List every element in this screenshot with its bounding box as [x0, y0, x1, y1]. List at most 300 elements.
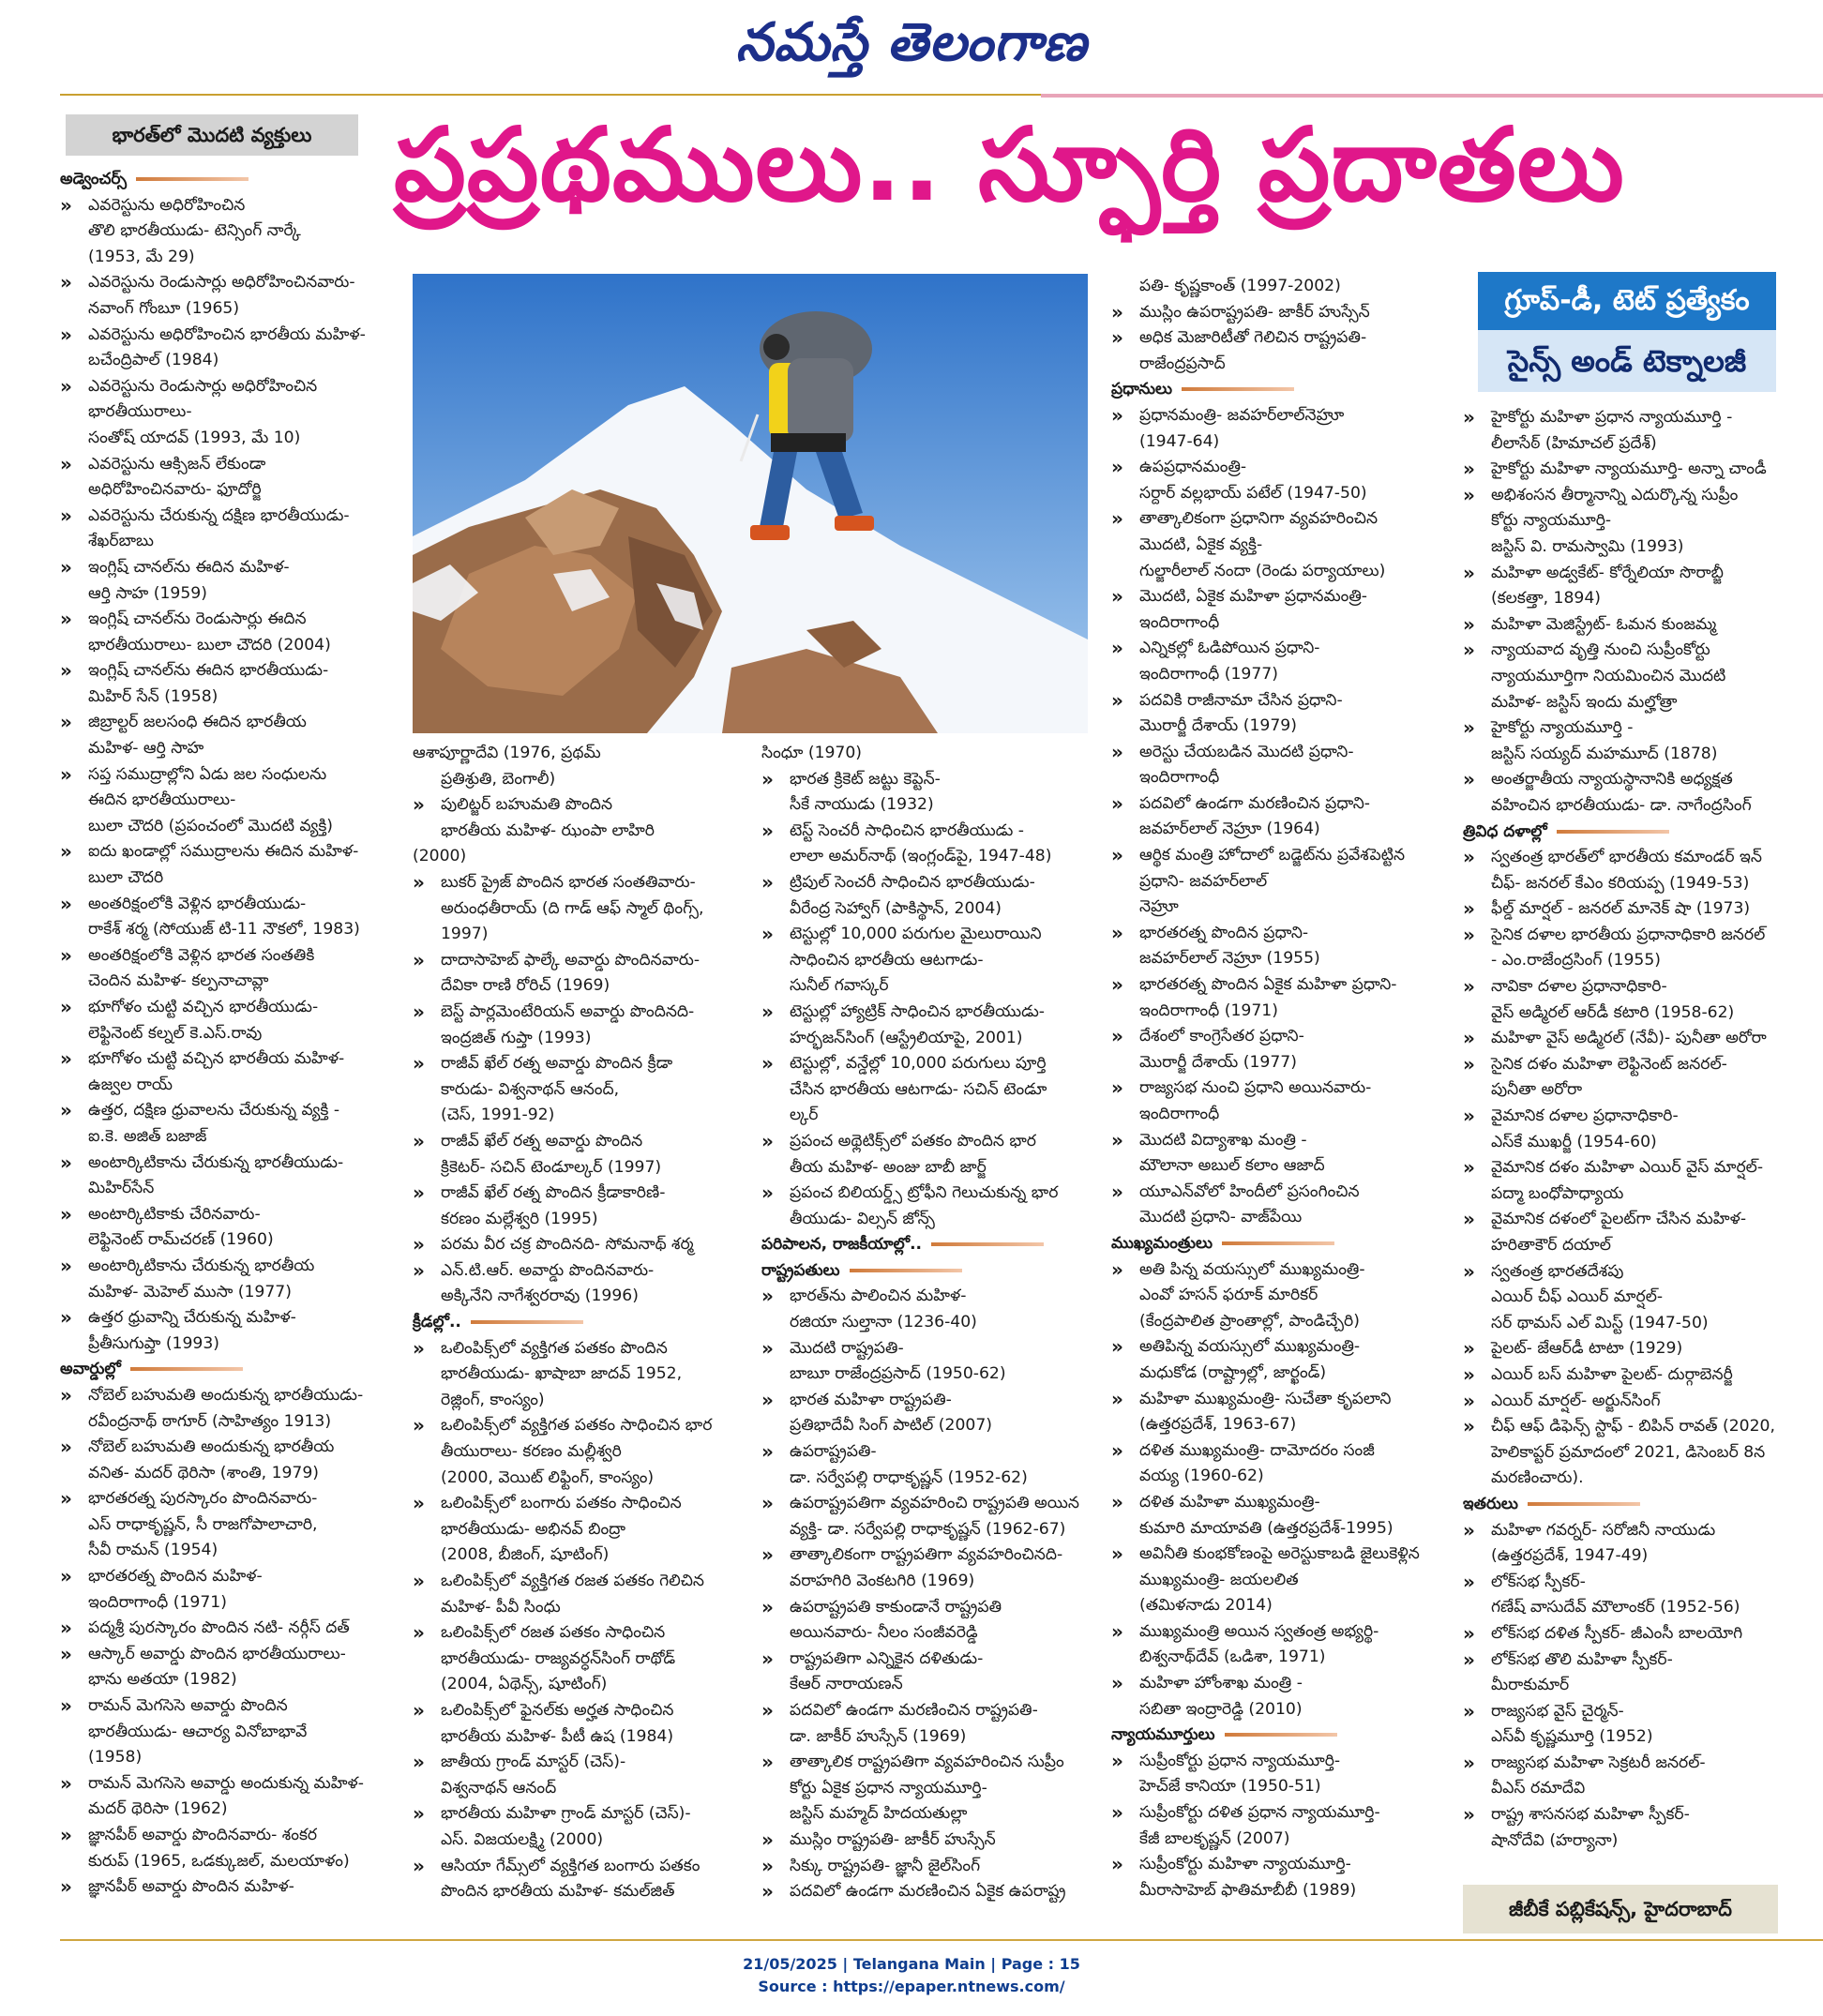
list-item-continuation: విశ్వనాథన్‌ ఆనంద్‌ — [441, 1778, 557, 1798]
list-item-continuation: భారతీయుడు- ఖాషాబా జాదవ్‌ 1952, — [441, 1364, 683, 1384]
list-item-continuation: గణేష్‌ వాసుదేవ్‌ మౌలాంకర్‌ (1952-56) — [1491, 1598, 1740, 1617]
list-item: » లోక్‌సభ తొలి మహిళా స్పీకర్‌- — [1463, 1647, 1791, 1674]
list-item-continuation: లాలా అమర్‌నాథ్‌ (ఇంగ్లండ్‌పై, 1947-48) — [790, 847, 1052, 866]
list-item: » రాష్ట్రపతిగా ఎన్నికైన దళితుడు- — [761, 1647, 1090, 1673]
section-heading — [60, 1357, 379, 1383]
list-item-continuation: జస్టిస్‌ వి. రామస్వామి (1993) — [1491, 536, 1684, 556]
list-item-continuation: ఇందిరాగాంధీ (1977) — [1139, 664, 1278, 684]
list-item: » లోక్‌సభ దళిత స్పీకర్‌- జీఎంసీ బాలయోగి — [1463, 1621, 1791, 1647]
footer-date-line: 21/05/2025 | Telangana Main | Page : 15 — [743, 1955, 1080, 1973]
list-item-continuation: మిహిర్‌సేన్‌ — [88, 1179, 155, 1198]
list-item: » ముస్లిం రాష్ట్రపతి- జాకీర్‌ హుస్సేన్‌ — [761, 1828, 1090, 1854]
list-item: » రామన్‌ మెగసెసె అవార్డు అందుకున్న మహిళ- — [60, 1771, 379, 1798]
section-heading-label: క్రీడల్లో.. — [413, 1313, 461, 1332]
publisher-credit: జీబీకే పబ్లికేషన్స్‌, హైదరాబాద్‌ — [1463, 1885, 1778, 1933]
list-item-continuation: మిహిర్‌ సేన్‌ (1958) — [88, 686, 218, 706]
list-item-continuation: మహిళ- మెహెల్‌ ముసా (1977) — [88, 1282, 292, 1301]
list-item: » అంటార్కిటికాకు చేరినవారు- — [60, 1202, 379, 1228]
list-item-continuation: లీలాసేఠ్‌ (హిమాచల్‌ ప్రదేశ్‌) — [1491, 433, 1657, 453]
list-item-continuation: మొరార్జీ దేశాయ్‌ (1977) — [1139, 1052, 1297, 1072]
list-item-continuation: అరుంధతీరాయ్‌ (ది గాడ్‌ ఆఫ్‌ స్మాల్‌ థింగ్స్‌, — [441, 898, 704, 918]
list-item: » టెస్టుల్లో హ్యాట్రిక్‌ సాధించిన భారతీయుడు- — [761, 1000, 1090, 1026]
section-heading-label: న్యాయమూర్తులు — [1111, 1725, 1215, 1745]
top-rule-accent — [1041, 94, 1823, 98]
newspaper-logo: నమస్తే తెలంగాణ — [735, 11, 1088, 73]
list-item: » ఇంగ్లిష్‌ చానల్‌ను రెండుసార్లు ఈదిన — [60, 607, 379, 633]
list-item-continuation: వ్యక్తి- డా. సర్వేపల్లి రాధాకృష్ణన్‌ (1962-67) — [790, 1519, 1066, 1539]
group-box-title: గ్రూప్‌-డీ, టెట్‌ ప్రత్యేకం — [1478, 272, 1776, 330]
list-item-continuation: హరితాకౌర్‌ దయాల్‌ — [1491, 1236, 1611, 1255]
list-item: » తాత్కాలికంగా రాష్ట్రపతిగా వ్యవహరించినది- — [761, 1542, 1090, 1569]
list-item: » ఎవరెస్టును అధిరోహించిన — [60, 193, 379, 219]
list-item-continuation: ఇందిరాగాంధీ — [1139, 1105, 1220, 1123]
section-heading — [60, 167, 379, 193]
list-item: » పరమ వీర చక్ర పొందినది- సోమనాథ్‌ శర్మ — [413, 1232, 741, 1258]
list-item: » హైకోర్టు మహిళా న్యాయమూర్తి- అన్నా చాండీ — [1463, 457, 1791, 483]
section-heading — [761, 1232, 1090, 1258]
list-item: » జ్ఞానపీఠ్‌ అవార్డు పొందిన మహిళ- — [60, 1874, 379, 1901]
list-item: » ఐదు ఖండాల్లో సముద్రాలను ఈదిన మహిళ- — [60, 839, 379, 865]
list-item: » ఒలింపిక్స్‌లో వ్యక్తిగత పతకం పొందిన — [413, 1336, 741, 1362]
list-item: » మహిళా ముఖ్యమంత్రి- సుచేతా కృపలాని — [1111, 1387, 1439, 1413]
list-item: » రాజీవ్‌ ఖేల్‌ రత్న అవార్డు పొందిన — [413, 1129, 741, 1155]
list-item: » ఇంగ్లిష్‌ చానల్‌ను ఈదిన భారతీయుడు- — [60, 658, 379, 685]
list-item: » భారతరత్న పొందిన ప్రధాని- — [1111, 921, 1439, 947]
list-item-continuation: పునీతా అరోరా — [1491, 1080, 1583, 1100]
list-item: » ప్రధానమంత్రి- జవహర్‌లాల్‌నెహ్రూ — [1111, 403, 1439, 429]
list-item-continuation: మొరార్జీ దేశాయ్‌ (1979) — [1139, 716, 1297, 736]
list-item-continuation: బిశ్వనాథ్‌దేవ్‌ (ఒడిశా, 1971) — [1139, 1647, 1326, 1667]
list-item: » ఎయిర్‌ బస్‌ మహిళా పైలట్‌- దుర్గాబెనర్జీ — [1463, 1362, 1791, 1389]
list-item-continuation: కారుడు- విశ్వనాథన్‌ ఆనంద్‌, — [441, 1079, 620, 1099]
list-item: » అంతరిక్షంలోకి వెళ్లిన భారతీయుడు- — [60, 892, 379, 918]
list-item-continuation: నెహ్రూ — [1139, 897, 1179, 917]
list-item-continuation: రాకేశ్‌ శర్మ (సోయుజ్‌ టి-11 నౌకలో, 1983) — [88, 920, 360, 940]
list-item-continuation: అక్కినేని నాగేశ్వరరావు (1996) — [441, 1286, 639, 1306]
list-item: » ఆర్థిక మంత్రి హోదాలో బడ్జెట్‌ను ప్రవేశపెట్టిన — [1111, 843, 1439, 869]
list-item: » ఎవరెస్టును రెండుసార్లు అధిరోహించినవారు- — [60, 270, 379, 296]
list-item: » సుప్రీంకోర్టు మహిళా న్యాయమూర్తి- — [1111, 1852, 1439, 1878]
list-item-continuation: ఆర్తి సాహ (1959) — [88, 583, 207, 603]
list-item-continuation: (2000) — [413, 847, 467, 866]
list-item: » మొదటి విద్యాశాఖ మంత్రి - — [1111, 1128, 1439, 1154]
list-item: » హైకోర్టు న్యాయమూర్తి - — [1463, 715, 1791, 742]
list-item: » దేశంలో కాంగ్రెసేతర ప్రధాని- — [1111, 1024, 1439, 1050]
list-item-continuation: వీఎస్‌ రమాదేవి — [1491, 1779, 1586, 1798]
list-item: » భారతీయ మహిళా గ్రాండ్‌ మాస్టర్‌ (చెస్‌)- — [413, 1801, 741, 1828]
list-item-continuation: చేసిన భారతీయ ఆటగాడు- సచిన్‌ టెండూ — [790, 1079, 1047, 1099]
headline: ప్రప్రథములు.. స్ఫూర్తి ప్రదాతలు — [394, 107, 1625, 224]
list-item-continuation: ఆశాపూర్ణాదేవి (1976, ప్రథమ్‌ — [413, 744, 601, 762]
section-heading — [1111, 1723, 1439, 1749]
list-item: » ఒలింపిక్స్‌లో బంగారు పతకం సాధించిన — [413, 1491, 741, 1517]
list-item-continuation: కురుప్‌ (1965, ఒడక్కుజల్‌, మలయాళం) — [88, 1851, 350, 1871]
list-item-continuation: ముఖ్యమంత్రి- జయలలిత — [1139, 1570, 1299, 1589]
list-item: » ముస్లిం ఉపరాష్ట్రపతి- జాకీర్‌ హుస్సేన్‌ — [1111, 300, 1439, 326]
section-heading-label: రాష్ట్రపతులు — [761, 1260, 840, 1280]
list-item-continuation: పద్మా బంధోపాధ్యాయ — [1491, 1183, 1624, 1203]
list-item: » అతిపిన్న వయస్సులో ముఖ్యమంత్రి- — [1111, 1334, 1439, 1361]
list-item-continuation: దేవికా రాణి రోరిచ్‌ (1969) — [441, 976, 610, 996]
list-item-continuation: జస్టిస్‌ సయ్యద్‌ మహమూద్‌ (1878) — [1491, 744, 1718, 763]
list-item-continuation: బాబూ రాజేంద్రప్రసాద్‌ (1950-62) — [790, 1364, 1006, 1384]
section-divider — [1557, 830, 1669, 834]
list-item-continuation: కేజీ బాలకృష్ణన్‌ (2007) — [1139, 1828, 1290, 1848]
list-item: » నోబెల్‌ బహుమతి అందుకున్న భారతీయ — [60, 1435, 379, 1461]
list-item-continuation: డా. జాకీర్‌ హుస్సేన్‌ (1969) — [790, 1726, 967, 1746]
list-item-continuation: (1953, మే 29) — [88, 247, 195, 266]
list-item-continuation: సింధూ (1970) — [761, 744, 863, 762]
list-item: » ఉపప్రధానమంత్రి- — [1111, 455, 1439, 481]
list-item-continuation: కరణం మల్లేశ్వరి (1995) — [441, 1209, 598, 1228]
list-item: » భారతరత్న పొందిన ఏకైక మహిళా ప్రధాని- — [1111, 972, 1439, 999]
list-item-continuation: భారతీయుడు- రాజ్యవర్ధన్‌సింగ్‌ రాథోడ్‌ — [441, 1648, 676, 1668]
list-item: » హైకోర్టు మహిళా ప్రధాన న్యాయమూర్తి - — [1463, 405, 1791, 431]
list-item: » సుప్రీంకోర్టు ప్రధాన న్యాయమూర్తి- — [1111, 1749, 1439, 1775]
list-item: » దళిత ముఖ్యమంత్రి- దామోదరం సంజీ — [1111, 1438, 1439, 1465]
list-item: » అభిశంసన తీర్మానాన్ని ఎదుర్కొన్న సుప్రీం — [1463, 483, 1791, 509]
list-item-continuation: భారతీయుడు- అభినవ్‌ బింద్రా — [441, 1519, 626, 1539]
list-item-continuation: నవాంగ్‌ గోంబూ (1965) — [88, 298, 240, 318]
list-item-continuation: (చెస్‌, 1991-92) — [441, 1106, 555, 1125]
list-item: » సైనిక దళాల భారతీయ ప్రధానాధికారి జనరల్‌ — [1463, 923, 1791, 949]
list-item-continuation: ప్రధాని- జవహర్‌లాల్‌ — [1139, 871, 1268, 891]
list-item-continuation: ఎస్‌వీ కృష్ణమూర్తి (1952) — [1491, 1727, 1653, 1747]
list-item: » ఒలింపిక్స్‌లో వ్యక్తిగత పతకం సాధించిన భార — [413, 1413, 741, 1439]
list-item-continuation: భాను అతయా (1982) — [88, 1670, 237, 1690]
list-item-continuation: ఈదిన భారతీయురాలు- — [88, 790, 236, 810]
list-item: » రాజ్యసభ వైస్‌ చైర్మన్‌- — [1463, 1699, 1791, 1725]
list-item: » దళిత మహిళా ముఖ్యమంత్రి- — [1111, 1490, 1439, 1516]
list-item-continuation: 1997) — [441, 925, 489, 944]
list-item: » భూగోళం చుట్టి వచ్చిన భారతీయ మహిళ- — [60, 1046, 379, 1073]
section-heading-label: ఇతరులు — [1463, 1494, 1518, 1513]
list-item-continuation: మొదటి, ఏకైక వ్యక్తి- — [1139, 534, 1263, 554]
list-item: » లోక్‌సభ స్పీకర్‌- — [1463, 1570, 1791, 1596]
list-item-continuation: ఇంద్రజిత్‌ గుప్తా (1993) — [441, 1028, 592, 1047]
list-item-continuation: వహించిన భారతీయుడు- డా. నాగేంద్రసింగ్‌ — [1491, 795, 1752, 815]
list-item-continuation: సీకే నాయుడు (1932) — [790, 795, 934, 815]
section-divider — [1528, 1502, 1640, 1506]
list-item-continuation: ప్రతిభాదేవీ సింగ్‌ పాటిల్‌ (2007) — [790, 1416, 992, 1436]
list-item: » న్యాయవాద వృత్తి నుంచి సుప్రీంకోర్టు — [1463, 638, 1791, 664]
list-item-continuation: (ఉత్తరప్రదేశ్‌, 1963-67) — [1139, 1415, 1297, 1435]
page-footer — [0, 1953, 1823, 1998]
list-item-continuation: సబితా ఇంద్రారెడ్డి (2010) — [1139, 1699, 1303, 1719]
list-item-continuation: న్యాయమూర్తిగా నియమించిన మొదటి — [1491, 666, 1726, 685]
section-heading-label: త్రివిధ దళాల్లో — [1463, 821, 1547, 841]
list-item-continuation: జవహర్‌లాల్‌ నెహ్రూ (1955) — [1139, 949, 1320, 969]
list-item-continuation: హెలికాప్టర్‌ ప్రమాదంలో 2021, డిసెంబర్‌ 8న — [1491, 1442, 1766, 1462]
list-item: » భారత మహిళా రాష్ట్రపతి- — [761, 1388, 1090, 1414]
column-1 — [60, 167, 379, 1901]
masthead — [0, 0, 1823, 94]
list-item-continuation: మొదటి ప్రధాని- వాజ్‌పేయి — [1139, 1208, 1303, 1227]
mountain-climber-photo — [413, 274, 1088, 733]
list-item-continuation: మరణించారు). — [1491, 1468, 1584, 1488]
list-item-continuation: రవీంద్రనాథ్‌ ఠాగూర్‌ (సాహిత్యం 1913) — [88, 1411, 332, 1431]
list-item-continuation: మీరాకుమార్‌ — [1491, 1676, 1570, 1695]
list-item-continuation: మహిళ- జస్టిస్‌ ఇందు మల్హోత్రా — [1491, 692, 1678, 712]
list-item-continuation: ఎంవో హసన్‌ ఫరూక్‌ మారికర్‌ — [1139, 1286, 1318, 1305]
list-item: » ఫీల్డ్‌ మార్షల్‌ - జనరల్‌ మానెక్‌ షా (1973) — [1463, 896, 1791, 923]
list-item-continuation: కేఆర్‌ నారాయణన్‌ — [790, 1675, 903, 1694]
list-item-continuation: తీయ మహిళ- అంజు బాబీ జార్జ్‌ — [790, 1157, 987, 1177]
list-item: » వైమానిక దళాల ప్రధానాధికారి- — [1463, 1104, 1791, 1130]
list-item: » నోబెల్‌ బహుమతి అందుకున్న భారతీయుడు- — [60, 1383, 379, 1409]
list-item-continuation: తీయుడు- విల్సన్‌ జోన్స్‌ — [790, 1209, 935, 1228]
group-d-tet-box — [1478, 272, 1776, 392]
list-item-continuation: పొందిన భారతీయ మహిళ- కమల్‌జిత్‌ — [441, 1882, 675, 1902]
list-item: » పదవిలో ఉండగా మరణించిన ప్రధాని- — [1111, 791, 1439, 818]
list-item-continuation: ఎస్‌ రాధాకృష్ణన్‌, సీ రాజగోపాలాచారి, — [88, 1514, 318, 1534]
list-item: » అధిక మెజారిటీతో గెలిచిన రాష్ట్రపతి- — [1111, 325, 1439, 352]
list-item: » ఎవరెస్టును చేరుకున్న దక్షిణ భారతీయుడు- — [60, 504, 379, 530]
section-heading — [1463, 1492, 1791, 1518]
list-item-continuation: మీరాసాహెబ్‌ ఫాతిమాబీబీ (1989) — [1139, 1880, 1357, 1900]
section-divider — [1225, 1733, 1337, 1737]
list-item-continuation: ఎస్‌. విజయలక్ష్మి (2000) — [441, 1829, 604, 1849]
list-item: » ఎన్నికల్లో ఓడిపోయిన ప్రధాని- — [1111, 636, 1439, 662]
list-item: » అవినీతి కుంభకోణంపై అరెస్టుకాబడి జైలుకెళ్లిన — [1111, 1542, 1439, 1568]
list-item: » దాదాసాహెబ్‌ ఫాల్కే అవార్డు పొందినవారు- — [413, 948, 741, 974]
list-item: » భారతరత్న పురస్కారం పొందినవారు- — [60, 1486, 379, 1512]
list-item: » ఉపరాష్ట్రపతి- — [761, 1439, 1090, 1466]
list-item: » భూగోళం చుట్టి వచ్చిన భారతీయుడు- — [60, 995, 379, 1021]
list-item: » స్వతంత్ర భారతదేశపు — [1463, 1259, 1791, 1286]
group-box-subject: సైన్స్‌ అండ్‌ టెక్నాలజీ — [1478, 330, 1776, 392]
list-item: » అతి పిన్న వయస్సులో ముఖ్యమంత్రి- — [1111, 1257, 1439, 1284]
list-item-continuation: వరాహగిరి వెంకటగిరి (1969) — [790, 1572, 975, 1590]
section-heading-label: పరిపాలన, రాజకీయాల్లో.. — [761, 1235, 923, 1255]
list-item: » ప్రపంచ అథ్లెటిక్స్‌లో పతకం పొందిన భార — [761, 1129, 1090, 1155]
list-item: » జాతీయ గ్రాండ్‌ మాస్టర్‌ (చెస్‌)- — [413, 1750, 741, 1776]
list-item: » మహిళా అడ్వకేట్‌- కోర్నేలియా సొరాబ్జీ — [1463, 561, 1791, 587]
list-item: » పదవికి రాజీనామా చేసిన ప్రధాని- — [1111, 688, 1439, 715]
list-item: » భారత్‌ను పాలించిన మహిళ- — [761, 1284, 1090, 1310]
list-item: » టెస్టుల్లో 10,000 పరుగుల మైలురాయిని — [761, 922, 1090, 948]
list-item-continuation: వీరేంద్ర సెహ్వాగ్‌ (పాకిస్థాన్‌, 2004) — [790, 898, 1002, 918]
list-item-continuation: సర్‌ థామస్‌ ఎల్‌ మిస్ట్‌ (1947-50) — [1491, 1313, 1709, 1332]
list-item-continuation: కుమారి మాయావతి (ఉత్తరప్రదేశ్‌-1995) — [1139, 1518, 1394, 1538]
list-item-continuation: వయ్య (1960-62) — [1139, 1467, 1264, 1486]
list-item: » సిక్కు రాష్ట్రపతి- జ్ఞానీ జైల్‌సింగ్‌ — [761, 1854, 1090, 1880]
list-item: » అంతర్జాతీయ న్యాయస్థానానికి అధ్యక్షత — [1463, 767, 1791, 793]
list-item: » పైలట్‌- జేఆర్‌డీ టాటా (1929) — [1463, 1336, 1791, 1362]
list-item-continuation: ఇందిరాగాంధీ (1971) — [88, 1592, 227, 1612]
section-divider — [850, 1269, 962, 1272]
list-item: » ముఖ్యమంత్రి అయిన స్వతంత్ర అభ్యర్థి- — [1111, 1619, 1439, 1646]
list-item-continuation: భారతీయురాలు- — [88, 402, 192, 422]
list-item: » ఎవరెస్టును రెండుసార్లు అధిరోహించిన — [60, 374, 379, 400]
list-item-continuation: హెచ్‌జే కానియా (1950-51) — [1139, 1777, 1321, 1797]
list-item: » ఎన్‌.టి.ఆర్‌. అవార్డు పొందినవారు- — [413, 1258, 741, 1285]
list-item: » మహిళా గవర్నర్‌- సరోజినీ నాయుడు — [1463, 1518, 1791, 1544]
list-item: » సుప్రీంకోర్టు దళిత ప్రధాన న్యాయమూర్తి- — [1111, 1800, 1439, 1827]
list-item-continuation: తీయురాలు- కరణం మల్లీశ్వరి — [441, 1442, 622, 1462]
list-item-continuation: బులా చౌదరి (ప్రపంచంలో మొదటి వ్యక్తి) — [88, 816, 334, 835]
list-item-continuation: పతి- కృష్ణకాంత్‌ (1997-2002) — [1139, 277, 1341, 295]
section-divider — [136, 177, 249, 181]
kicker: భారత్‌లో మొదటి వ్యక్తులు — [66, 114, 358, 156]
list-item: » ఒలింపిక్స్‌లో వ్యక్తిగత రజత పతకం గెలిచిన — [413, 1569, 741, 1595]
climber-image-icon — [413, 274, 1088, 733]
list-item: » అంటార్కిటికాను చేరుకున్న భారతీయ — [60, 1254, 379, 1280]
list-item: » ఎవరెస్టును అధిరోహించిన భారతీయ మహిళ- — [60, 323, 379, 349]
list-item-continuation: శేఖర్‌బాబు — [88, 532, 154, 551]
list-item: » భారత క్రికెట్‌ జట్టు కెప్టెన్‌- — [761, 767, 1090, 793]
list-item: » రాజీవ్‌ ఖేల్‌ రత్న పొందిన క్రీడాకారిణి- — [413, 1181, 741, 1207]
list-item-continuation: బచేంద్రిపాల్‌ (1984) — [88, 351, 219, 370]
list-item: » బుకర్‌ ప్రైజ్‌ పొందిన భారత సంతతివారు- — [413, 870, 741, 896]
bottom-rule — [60, 1939, 1823, 1941]
list-item: » మొదటి రాష్ట్రపతి- — [761, 1336, 1090, 1362]
list-item: » పదవిలో ఉండగా మరణించిన రాష్ట్రపతి- — [761, 1698, 1090, 1724]
list-item-continuation: (2004, ఏథెన్స్‌, షూటింగ్‌) — [441, 1675, 608, 1694]
list-item-continuation: మదర్‌ థెరిసా (1962) — [88, 1799, 228, 1819]
list-item-continuation: మహిళ- ఆర్తి సాహ — [88, 739, 204, 759]
list-item: » ఉత్తర, దక్షిణ ధ్రువాలను చేరుకున్న వ్యక్తి - — [60, 1098, 379, 1124]
list-item: » ఆసియా గేమ్స్‌లో వ్యక్తిగత బంగారు పతకం — [413, 1854, 741, 1880]
list-item-continuation: సీవీ రామన్‌ (1954) — [88, 1541, 218, 1560]
list-item-continuation: భారతీయ మహిళ- పీటీ ఉష (1984) — [441, 1726, 674, 1746]
list-item-continuation: మౌలానా అబుల్‌ కలాం ఆజాద్‌ — [1139, 1156, 1325, 1176]
list-item-continuation: షానోదేవి (హర్యానా) — [1491, 1830, 1619, 1850]
column-2 — [413, 741, 741, 1905]
list-item-continuation: - ఎం.రాజేంద్రసింగ్‌ (1955) — [1491, 951, 1661, 970]
column-5 — [1463, 405, 1791, 1854]
section-divider — [1182, 387, 1294, 391]
list-item-continuation: రాజేంద్రప్రసాద్‌ — [1139, 354, 1226, 373]
list-item: » ఆస్కార్‌ అవార్డు పొందిన భారతీయురాలు- — [60, 1642, 379, 1668]
list-item-continuation: రెజ్లింగ్‌, కాంస్యం) — [441, 1390, 545, 1409]
list-item-continuation: (కేంద్రపాలిత ప్రాంతాల్లో, పాండిచ్చేరి) — [1139, 1311, 1360, 1331]
list-item: » రాష్ట్ర శాసనసభ మహిళా స్పీకర్‌- — [1463, 1802, 1791, 1828]
list-item: » ఎవరెస్టును ఆక్సిజన్‌ లేకుండా — [60, 452, 379, 478]
list-item: » మహిళా మెజిస్ట్రేట్‌- ఓమన కుంజమ్మ — [1463, 612, 1791, 639]
list-item-continuation: చెందిన మహిళ- కల్పనాచావ్లా — [88, 971, 269, 991]
column-3 — [761, 741, 1090, 1905]
list-item: » మహిళా వైస్‌ అడ్మిరల్‌ (నేవీ)- పునీతా అరోరా — [1463, 1026, 1791, 1052]
list-item: » యూఎన్‌వోలో హిందీలో ప్రసంగించిన — [1111, 1180, 1439, 1206]
list-item-continuation: హర్భజన్‌సింగ్‌ (ఆస్ట్రేలియాపై, 2001) — [790, 1028, 1023, 1047]
list-item-continuation: బులా చౌదరి — [88, 868, 164, 888]
list-item: » మొదటి, ఏకైక మహిళా ప్రధానమంత్రి- — [1111, 584, 1439, 610]
list-item-continuation: (2008, బీజింగ్‌, షూటింగ్‌) — [441, 1545, 610, 1565]
footer-source-line: Source : https://epaper.ntnews.com/ — [758, 1978, 1065, 1995]
list-item: » పదవిలో ఉండగా మరణించిన ఏకైక ఉపరాష్ట్ర — [761, 1879, 1090, 1905]
list-item-continuation: (తమిళనాడు 2014) — [1139, 1596, 1273, 1616]
list-item-continuation: (కలకత్తా, 1894) — [1491, 589, 1601, 609]
list-item: » స్వతంత్ర భారత్‌లో భారతీయ కమాండర్‌ ఇన్‌ — [1463, 845, 1791, 871]
list-item: » ఉపరాష్ట్రపతి కాకుండానే రాష్ట్రపతి — [761, 1595, 1090, 1621]
section-heading — [1463, 820, 1791, 846]
section-heading — [413, 1310, 741, 1336]
list-item-continuation: ఎయిర్‌ చీఫ్‌ ఎయిర్‌ మార్షల్‌- — [1491, 1287, 1664, 1307]
list-item: » రాజ్యసభ నుంచి ప్రధాని అయినవారు- — [1111, 1076, 1439, 1102]
section-heading-label: ప్రధానులు — [1111, 380, 1172, 399]
section-heading-label: అవార్డుల్లో — [60, 1360, 121, 1379]
list-item: » జ్ఞానపీఠ్‌ అవార్డు పొందినవారు- శంకర — [60, 1823, 379, 1849]
column-4 — [1111, 274, 1439, 1903]
list-item: » వైమానిక దళం మహిళా ఎయిర్‌ వైస్‌ మార్షల్‌- — [1463, 1155, 1791, 1181]
list-item-continuation: (ఉత్తరప్రదేశ్‌, 1947-49) — [1491, 1546, 1649, 1566]
list-item-continuation: అధిరోహించినవారు- ఫూదోర్జి — [88, 480, 262, 500]
list-item: » తాత్కాలికంగా ప్రధానిగా వ్యవహరించిన — [1111, 506, 1439, 533]
section-divider — [1222, 1241, 1334, 1245]
section-heading-label: ముఖ్యమంత్రులు — [1111, 1233, 1213, 1253]
list-item: » రాజీవ్‌ ఖేల్‌ రత్న అవార్డు పొందిన క్రీడా — [413, 1051, 741, 1077]
list-item-continuation: మహిళ- పీవీ సింధు — [441, 1597, 561, 1617]
list-item-continuation: ప్రీతీసుగుప్తా (1993) — [88, 1333, 219, 1353]
section-heading — [1111, 377, 1439, 403]
list-item: » ఇంగ్లిష్‌ చానల్‌ను ఈదిన మహిళ- — [60, 555, 379, 581]
list-item: » ట్రిపుల్‌ సెంచరీ సాధించిన భారతీయుడు- — [761, 870, 1090, 896]
list-item-continuation: తొలి భారతీయుడు- టెన్సింగ్‌ నార్కే — [88, 221, 301, 241]
list-item: » ఎయిర్‌ మార్షల్‌- అర్జున్‌సింగ్‌ — [1463, 1389, 1791, 1415]
list-item: » ఉత్తర ధ్రువాన్ని చేరుకున్న మహిళ- — [60, 1305, 379, 1331]
section-heading — [761, 1258, 1090, 1285]
list-item-continuation: (1958) — [88, 1748, 143, 1768]
list-item-continuation: చీఫ్‌- జనరల్‌ కేఎం కరియప్ప (1949-53) — [1491, 873, 1750, 893]
list-item-continuation: కోర్టు న్యాయమూర్తి- — [1491, 511, 1612, 531]
list-item-continuation: సర్దార్‌ వల్లభాయ్‌ పటేల్‌ (1947-50) — [1139, 483, 1367, 503]
list-item-continuation: సునీల్‌ గవాస్కర్‌ — [790, 976, 889, 996]
list-item: » ప్రపంచ బిలియర్డ్స్‌ ట్రోఫీని గెలుచుకున్న భార — [761, 1181, 1090, 1207]
list-item-continuation: ఇందిరాగాంధీ — [1139, 768, 1220, 788]
list-item: » రామన్‌ మెగసెసె అవార్డు పొందిన — [60, 1693, 379, 1720]
list-item-continuation: జవహర్‌లాల్‌ నెహ్రూ (1964) — [1139, 820, 1320, 839]
list-item: » బెస్ట్‌ పార్లమెంటేరియన్‌ అవార్డు పొందినది- — [413, 1000, 741, 1026]
list-item-continuation: (2000, వెయిట్‌ లిఫ్టింగ్‌, కాంస్యం) — [441, 1467, 655, 1487]
list-item-continuation: భారతీయురాలు- బులా చౌదరి (2004) — [88, 635, 331, 654]
list-item-continuation: డా. సర్వేపల్లి రాధాకృష్ణన్‌ (1952-62) — [790, 1467, 1028, 1487]
list-item-continuation: భారతీయ మహిళ- ఝంపా లాహిరి — [441, 820, 655, 840]
list-item: » ఒలింపిక్స్‌లో రజత పతకం సాధించిన — [413, 1620, 741, 1647]
list-item: » పులిట్జర్‌ బహుమతి పొందిన — [413, 792, 741, 819]
section-heading-label: అడ్వెంచర్స్‌ — [60, 170, 128, 188]
list-item: » ఒలింపిక్స్‌లో ఫైనల్‌కు అర్హత సాధించిన — [413, 1698, 741, 1724]
list-item-continuation: సంతోష్‌ యాదవ్‌ (1993, మే 10) — [88, 428, 301, 447]
list-item: » తాత్కాలిక రాష్ట్రపతిగా వ్యవహరించిన సుప్రీం — [761, 1750, 1090, 1776]
list-item-continuation: ఐ.కె. అజిత్‌ బజాజ్‌ — [88, 1126, 207, 1146]
list-item-continuation: కోర్టు ఏకైక ప్రధాన న్యాయమూర్తి- — [790, 1778, 987, 1798]
list-item: » ఉపరాష్ట్రపతిగా వ్యవహరించి రాష్ట్రపతి అయిన — [761, 1491, 1090, 1517]
list-item: » అంతరిక్షంలోకి వెళ్లిన భారత సంతతికి — [60, 943, 379, 970]
list-item-continuation: గుల్జారీలాల్‌ నందా (రెండు పర్యాయాలు) — [1139, 561, 1386, 580]
list-item-continuation: ఇందిరాగాంధీ (1971) — [1139, 1000, 1278, 1020]
list-item: » చీఫ్‌ ఆఫ్‌ డిఫెన్స్‌ స్టాఫ్‌ - బిపిన్‌ రావత్‌ (2020, — [1463, 1414, 1791, 1440]
list-item-continuation: భారతీయుడు- ఆచార్య వినోబాభావే — [88, 1722, 308, 1741]
section-divider — [931, 1242, 1044, 1246]
list-item-continuation: అయినవారు- నీలం సంజీవరెడ్డి — [790, 1623, 978, 1643]
list-item-continuation: లెఫ్టినెంట్‌ రామ్‌చరణ్‌ (1960) — [88, 1230, 274, 1250]
section-divider — [471, 1320, 583, 1324]
list-item: » భారతరత్న పొందిన మహిళ- — [60, 1564, 379, 1590]
list-item-continuation: (1947-64) — [1139, 431, 1220, 451]
list-item: » జిబ్రాల్టర్‌ జలసంధి ఈదిన భారతీయ — [60, 710, 379, 736]
list-item: » నావికా దళాల ప్రధానాధికారి- — [1463, 974, 1791, 1000]
list-item-continuation: ల్కర్‌ — [790, 1106, 819, 1125]
list-item-continuation: ఇందిరాగాంధీ — [1139, 612, 1220, 632]
section-heading — [1111, 1231, 1439, 1257]
list-item-continuation: మధుకోడ (రాష్ట్రాల్లో, జార్ఖండ్‌) — [1139, 1362, 1327, 1382]
list-item: » సప్త సముద్రాల్లోని ఏడు జల సంధులను — [60, 762, 379, 789]
list-item-continuation: వైస్‌ అడ్మిరల్‌ ఆర్‌డీ కటారి (1958-62) — [1491, 1002, 1735, 1022]
list-item: » సైనిక దళం మహిళా లెఫ్టినెంట్‌ జనరల్‌- — [1463, 1052, 1791, 1078]
list-item: » మహిళా హోంశాఖ మంత్రి - — [1111, 1671, 1439, 1697]
list-item-continuation: రజియా సుల్తానా (1236-40) — [790, 1313, 977, 1332]
